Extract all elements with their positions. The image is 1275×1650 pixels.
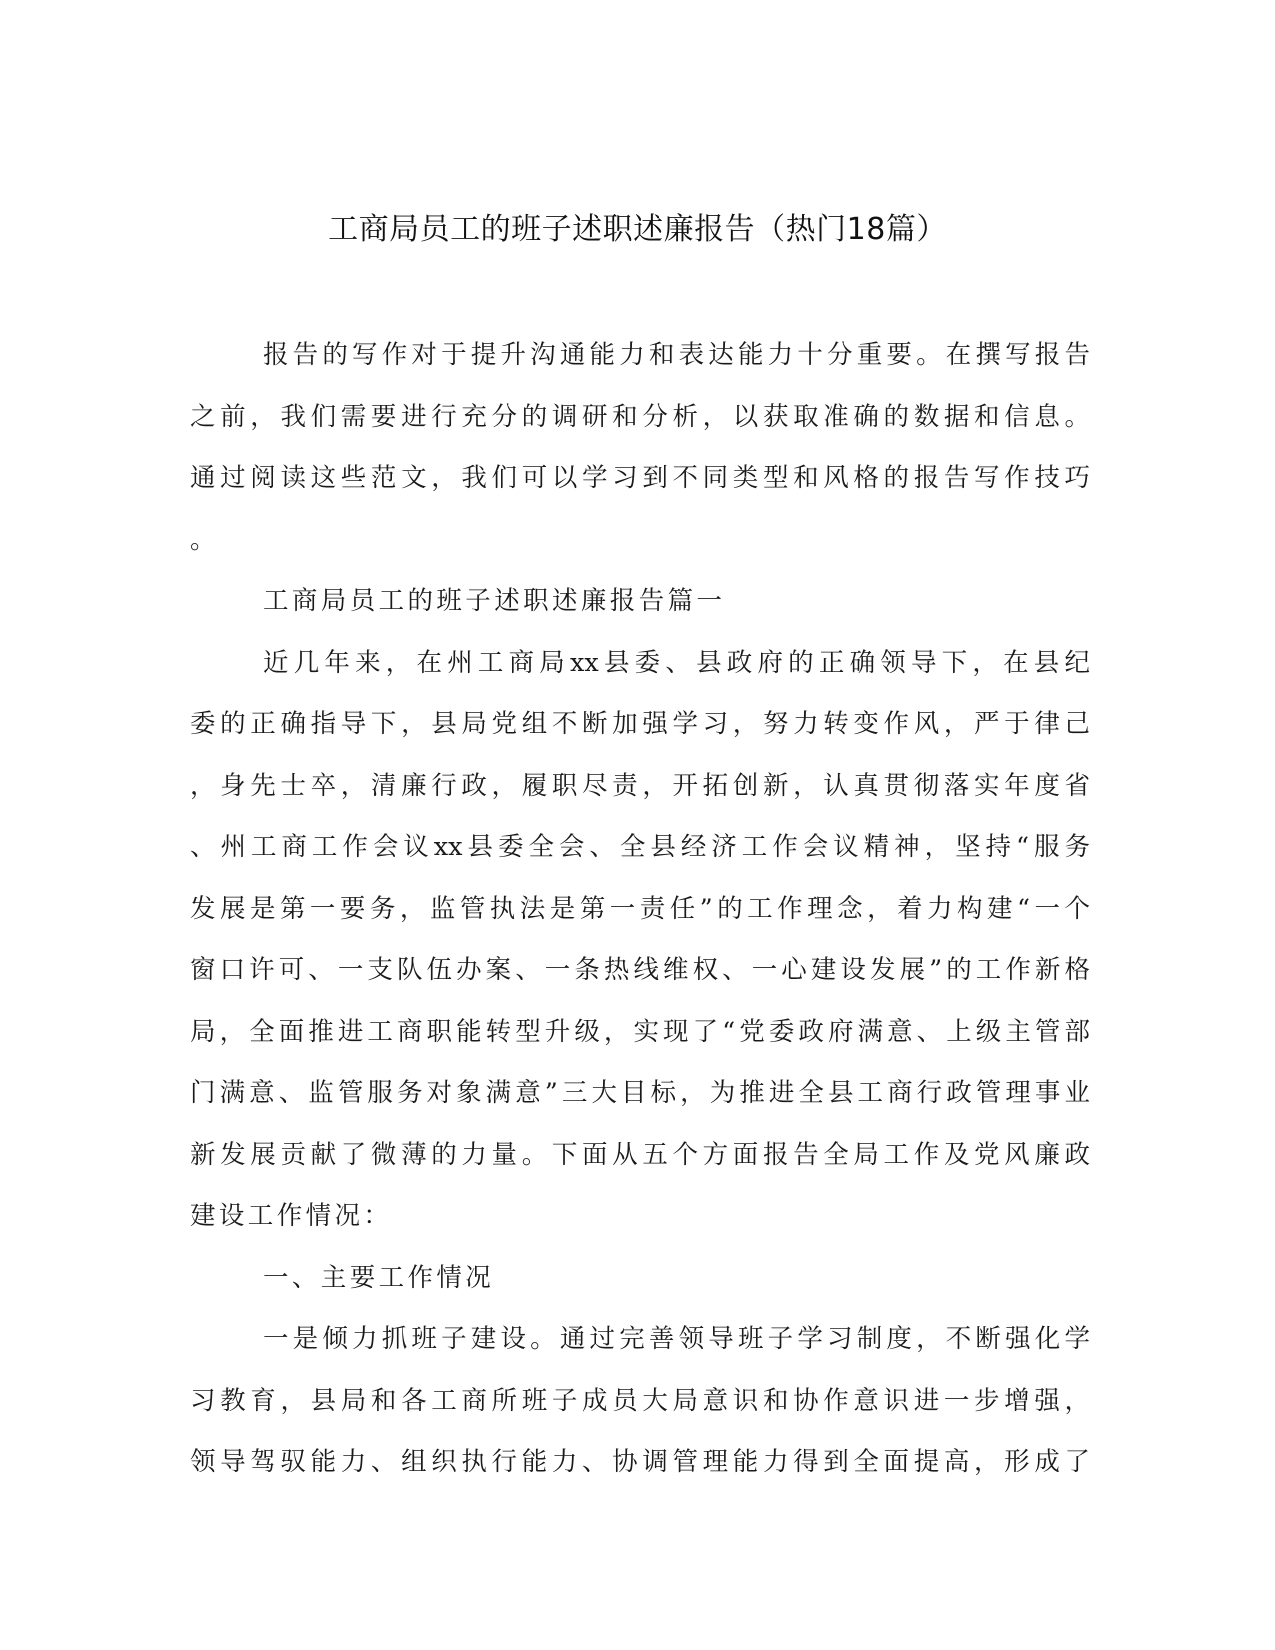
paragraph-line: 建设工作情况：: [190, 1201, 393, 1231]
paragraph-line: 报告的写作对于提升沟通能力和表达能力十分重要。在撰写报告: [263, 340, 1090, 370]
section-heading: 工商局员工的班子述职述廉报告篇一: [263, 586, 726, 616]
paragraph-line: 、州工商工作会议xx县委全会、全县经济工作会议精神，坚持“服务: [190, 832, 1090, 862]
section-heading: 一、主要工作情况: [263, 1262, 495, 1293]
paragraph-line: 领导驾驭能力、组织执行能力、协调管理能力得到全面提高，形成了: [190, 1447, 1090, 1477]
paragraph-line: 委的正确指导下，县局党组不断加强学习，努力转变作风，严于律己: [190, 709, 1090, 739]
paragraph-line: 习教育，县局和各工商所班子成员大局意识和协作意识进一步增强，: [190, 1385, 1090, 1416]
paragraph-line: 窗口许可、一支队伍办案、一条热线维权、一心建设发展”的工作新格: [190, 955, 1090, 985]
paragraph-line: 一是倾力抓班子建设。通过完善领导班子学习制度，不断强化学: [263, 1324, 1090, 1354]
paragraph-line: 局，全面推进工商职能转型升级，实现了“党委政府满意、上级主管部: [190, 1016, 1090, 1047]
document-title: 工商局员工的班子述职述廉报告（热门18篇）: [328, 212, 947, 247]
paragraph-line: 近几年来，在州工商局xx县委、县政府的正确领导下，在县纪: [263, 647, 1090, 678]
paragraph-line: 新发展贡献了微薄的力量。下面从五个方面报告全局工作及党风廉政: [190, 1139, 1090, 1170]
paragraph-line: 。: [190, 524, 219, 555]
paragraph-line: 门满意、监管服务对象满意”三大目标，为推进全县工商行政管理事业: [190, 1078, 1090, 1108]
document-body: [190, 325, 1090, 1494]
paragraph-line: 之前，我们需要进行充分的调研和分析，以获取准确的数据和信息。: [190, 401, 1090, 432]
paragraph-line: 通过阅读这些范文，我们可以学习到不同类型和风格的报告写作技巧: [190, 463, 1090, 493]
paragraph-line: 发展是第一要务，监管执法是第一责任”的工作理念，着力构建“一个: [190, 893, 1090, 924]
paragraph-line: ，身先士卒，清廉行政，履职尽责，开拓创新，认真贯彻落实年度省: [190, 770, 1090, 801]
